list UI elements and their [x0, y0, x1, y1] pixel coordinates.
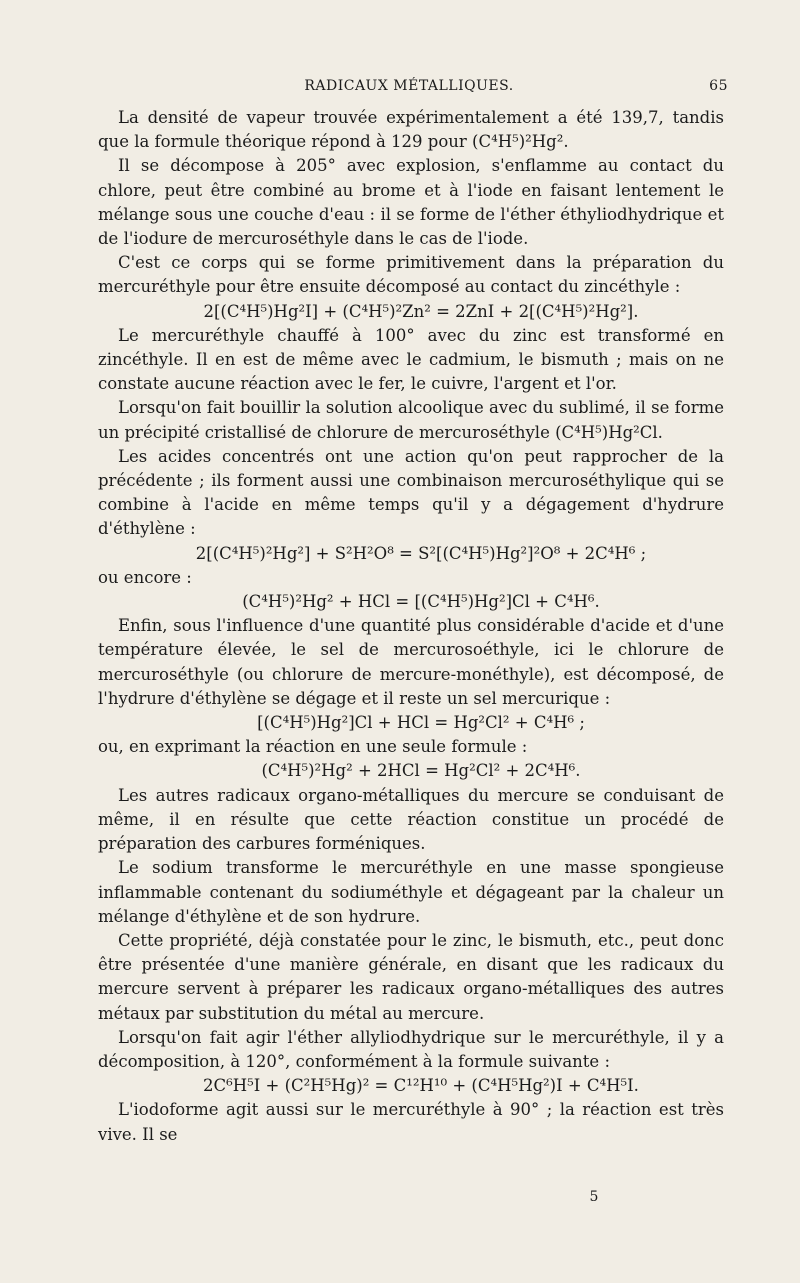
formula: 2[(C⁴H⁵)²Hg²] + S²H²O⁸ = S²[(C⁴H⁵)Hg²]²O⁸ + 2C⁴H⁶ ;	[195, 543, 647, 563]
formula: 2C⁶H⁵I + (C²H⁵Hg)² = C¹²H¹⁰ + (C⁴H⁵Hg²)I + C⁴H⁵I.	[203, 1076, 639, 1096]
paragraph: Lorsqu'on fait bouillir la solution alcoolique avec du sublimé, il se forme un précipité cristallisé de chlorure de mercuroséthyle (C⁴H⁵)Hg²Cl.	[98, 398, 724, 442]
formula: (C⁴H⁵)²Hg² + 2HCl = Hg²Cl² + 2C⁴H⁶.	[261, 761, 581, 781]
formula: 2[(C⁴H⁵)Hg²I] + (C⁴H⁵)²Zn² = 2ZnI + 2[(C⁴H⁵)²Hg²].	[203, 301, 639, 321]
formula: (C⁴H⁵)²Hg² + HCl = [(C⁴H⁵)Hg²]Cl + C⁴H⁶.	[242, 592, 600, 612]
paragraph: Les acides concentrés ont une action qu'on peut rapprocher de la précédente ; ils forment aussi une combinaison mercuroséthylique qui se combine à l'acide en même temps qu'il y a dégagement d'hydrure d'éthylène :	[98, 446, 724, 539]
paragraph: Il se décompose à 205° avec explosion, s'enflamme au contact du chlore, peut être combiné au brome et à l'iode en faisant lentement le mélange sous une couche d'eau : il se forme de l'éther éthyliodhydrique et de l'iodure de mercuroséthyle dans le cas de l'iode.	[98, 156, 724, 249]
signature-number: 5	[589, 1189, 599, 1205]
paragraph: Le sodium transforme le mercuréthyle en une masse spongieuse inflammable contenant du sodiuméthyle et dégageant par la chaleur un mélange d'éthylène et de son hydrure.	[98, 858, 724, 926]
signature-mark	[0, 1189, 800, 1205]
formula: [(C⁴H⁵)Hg²]Cl + HCl = Hg²Cl² + C⁴H⁶ ;	[257, 713, 585, 733]
page-number: 65	[709, 78, 728, 94]
paragraph: Enfin, sous l'influence d'une quantité plus considérable d'acide et d'une température élevée, le sel de mercurosoéthyle, ici le chlorure de mercuroséthyle (ou chlorure de mercure-monéthyle), est décomposé, de l'hydrure d'éthylène se dégage et il reste un sel mercurique :	[98, 616, 724, 708]
running-title: RADICAUX MÉTALLIQUES.	[304, 78, 514, 94]
page-body	[98, 106, 724, 1147]
paragraph: Le mercuréthyle chauffé à 100° avec du zinc est transformé en zincéthyle. Il en est de même avec le cadmium, le bismuth ; mais on ne constate aucune réaction avec le fer, le cuivre, l'argent et l'or.	[98, 325, 724, 394]
paragraph: Lorsqu'on fait agir l'éther allyliodhydrique sur le mercuréthyle, il y a décomposition, à 120°, conformément à la formule suivante :	[98, 1027, 724, 1071]
paragraph: ou encore :	[98, 567, 192, 587]
paragraph: C'est ce corps qui se forme primitivement dans la préparation du mercuréthyle pour être ensuite décomposé au contact du zincéthyle :	[98, 253, 724, 297]
paragraph: Cette propriété, déjà constatée pour le zinc, le bismuth, etc., peut donc être présentée d'une manière générale, en disant que les radicaux du mercure servent à préparer les radicaux organo-métalliques des autres métaux par substitution du métal au mercure.	[98, 930, 724, 1023]
paragraph: L'iodoforme agit aussi sur le mercuréthyle à 90° ; la réaction est très vive. Il se	[98, 1100, 724, 1144]
paragraph: Les autres radicaux organo-métalliques du mercure se conduisant de même, il en résulte que cette réaction constitue un procédé de préparation des carbures forméniques.	[98, 785, 724, 854]
running-header	[90, 78, 728, 94]
paragraph: La densité de vapeur trouvée expérimentalement a été 139,7, tandis que la formule théorique répond à 129 pour (C⁴H⁵)²Hg².	[98, 108, 724, 152]
paragraph: ou, en exprimant la réaction en une seule formule :	[98, 737, 528, 757]
